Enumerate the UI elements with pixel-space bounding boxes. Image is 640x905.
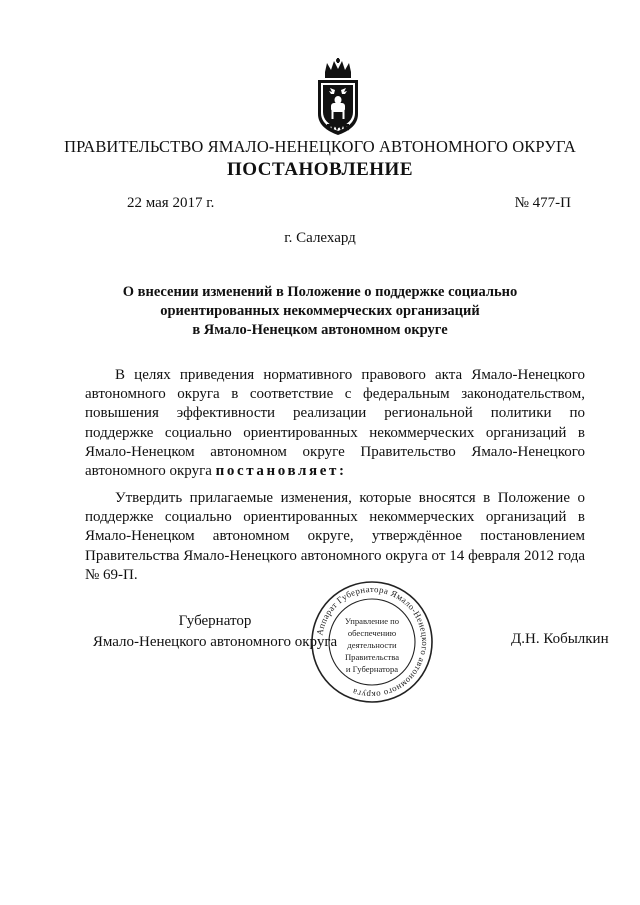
title-line: О внесении изменений в Положение о поддержке социально	[122, 284, 518, 300]
document-type: ПОСТАНОВЛЕНИЕ	[226, 159, 414, 180]
document-number: № 477-П	[514, 195, 571, 211]
resolution-text: Утвердить прилагаемые изменения, которые вносятся в Положение о поддержке социально ориентированных некоммерческих организаций в Ямало-Ненецком автономном округе, утверждённое постановлением Правительства Ямало-Ненецкого автономного округа от 14 февраля 2012 года № 69-П.	[85, 490, 585, 583]
document-date: 22 мая 2017 г.	[127, 195, 215, 211]
signatory-title-line: Ямало-Ненецкого автономного округа	[92, 634, 338, 650]
title-line: в Ямало-Ненецком автономном округе	[192, 322, 448, 338]
document-city: г. Салехард	[284, 230, 356, 246]
official-stamp	[310, 580, 434, 704]
signatory-title	[85, 611, 345, 653]
preamble-text: В целях приведения нормативного правового акта Ямало-Ненецкого автономного округа в соответствие с федеральным законодательством, повышения эффективности реализации региональной политики по поддержке социально ориентированных некоммерческих организаций в Ямало-Ненецком автономном округе Правительство Ямало-Ненецкого автономного округа	[85, 367, 585, 480]
coat-of-arms-emblem	[313, 58, 363, 140]
stamp-inner-line: обеспечению	[347, 628, 397, 638]
signatory-title-line: Губернатор	[178, 613, 252, 629]
decree-word: постановляет:	[215, 463, 347, 480]
stamp-inner-line: Управление по	[344, 616, 400, 626]
stamp-ring-text: Аппарат Губернатора Ямало-Ненецкого автономного округа	[314, 583, 431, 701]
signatory-name: Д.Н. Кобылкин	[511, 631, 609, 647]
stamp-inner-line: и Губернатора	[345, 664, 399, 674]
resolution-paragraph	[85, 489, 585, 585]
document-title	[100, 283, 540, 340]
stamp-inner-line: Правительства	[344, 652, 400, 662]
authority-name: ПРАВИТЕЛЬСТВО ЯМАЛО-НЕНЕЦКОГО АВТОНОМНОГО ОКРУГА	[64, 137, 576, 156]
title-line: ориентированных некоммерческих организаций	[160, 303, 480, 319]
stamp-inner-line: деятельности	[347, 640, 397, 650]
preamble-paragraph	[85, 366, 585, 481]
